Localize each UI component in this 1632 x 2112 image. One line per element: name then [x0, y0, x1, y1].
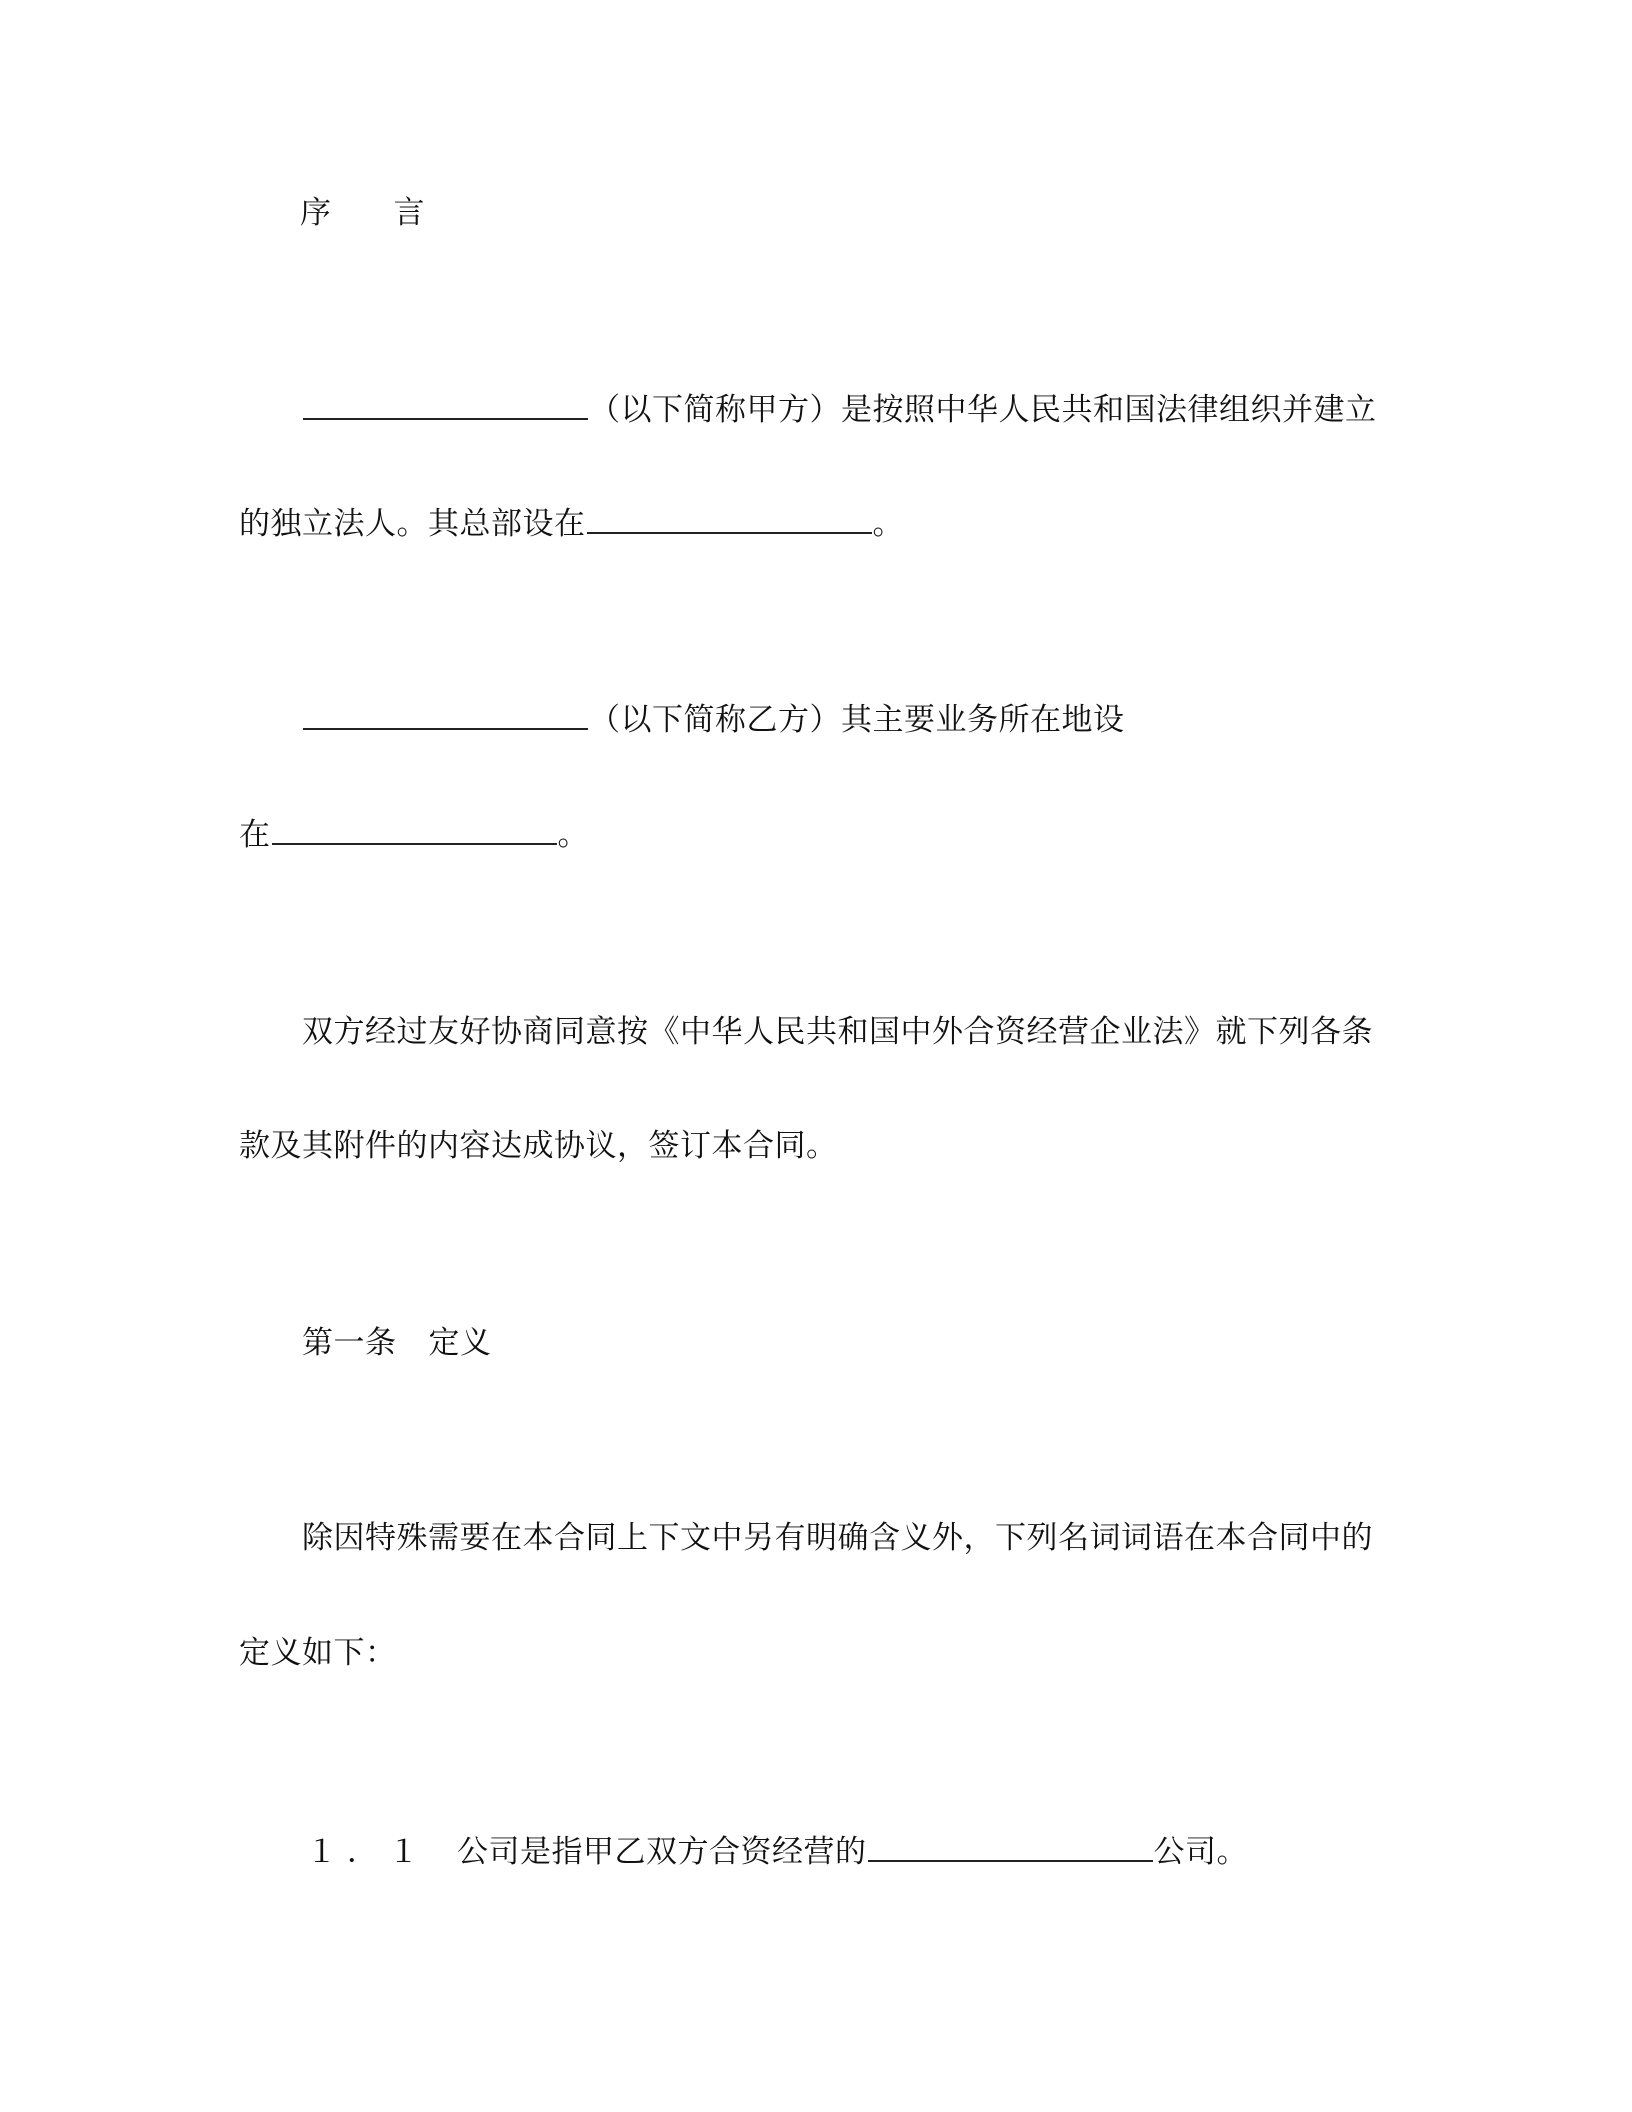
agreement-paragraph-line-2: 款及其附件的内容达成协议，签订本合同。 — [239, 1128, 838, 1164]
party-b-line-1-text: （以下简称乙方）其主要业务所在地设 — [589, 702, 1125, 738]
party-a-line-2-text: 的独立法人。其总部设在 — [239, 506, 586, 542]
article-1-heading — [302, 1323, 492, 1363]
company-name-blank[interactable] — [868, 1834, 1153, 1862]
clause-1-1 — [306, 1832, 1248, 1872]
definitions-intro-line-1: 除因特殊需要在本合同上下文中另有明确含义外，下列名词词语在本合同中的 — [302, 1520, 1373, 1556]
party-a-line-2-end: 。 — [872, 506, 904, 542]
party-b-name-blank[interactable] — [303, 702, 588, 730]
party-b-line-2-end: 。 — [557, 817, 589, 853]
definitions-intro-line-2: 定义如下： — [239, 1635, 397, 1671]
party-a-paragraph-line-1 — [302, 390, 1377, 430]
party-b-paragraph-line-2 — [239, 815, 589, 855]
article-1-number: 第一条 — [302, 1325, 397, 1361]
party-b-line-2-text: 在 — [239, 817, 271, 853]
party-a-headquarters-blank[interactable] — [587, 506, 872, 534]
preface-heading — [300, 193, 425, 233]
preface-title-char-1: 序 — [300, 195, 332, 231]
party-b-location-blank[interactable] — [272, 817, 557, 845]
party-a-name-blank[interactable] — [303, 392, 588, 420]
party-b-paragraph-line-1 — [302, 700, 1125, 740]
agreement-paragraph-line-1: 双方经过友好协商同意按《中华人民共和国中外合资经营企业法》就下列各条 — [302, 1014, 1373, 1050]
party-a-line-1-text: （以下简称甲方）是按照中华人民共和国法律组织并建立 — [589, 392, 1377, 428]
preface-title-char-2: 言 — [393, 195, 425, 231]
clause-1-1-end: 公司。 — [1153, 1834, 1248, 1870]
clause-1-1-text: 公司是指甲乙双方合资经营的 — [457, 1834, 867, 1870]
clause-1-1-number: １．１ — [306, 1834, 429, 1870]
party-a-paragraph-line-2 — [239, 504, 904, 544]
article-1-title: 定义 — [428, 1325, 492, 1361]
